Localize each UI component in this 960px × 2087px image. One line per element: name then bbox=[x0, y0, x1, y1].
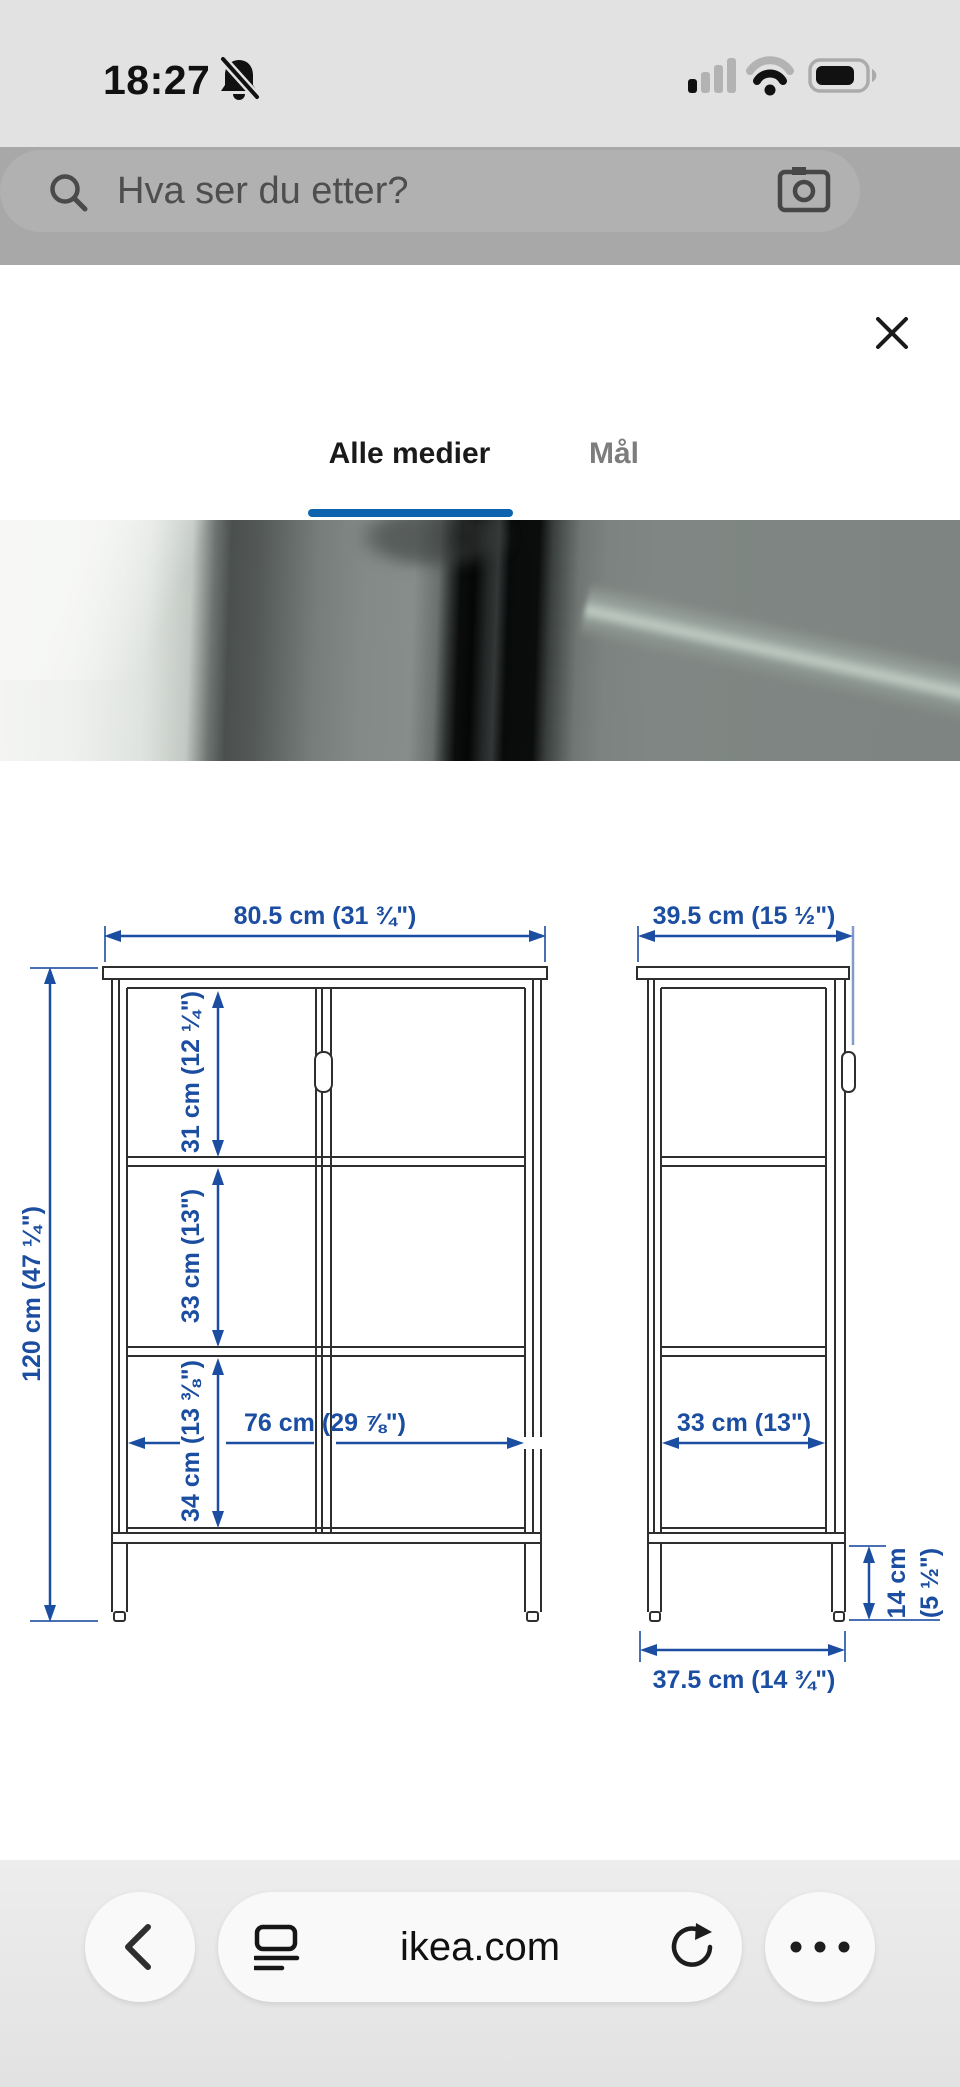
side-depth-label: 39.5 cm (15 ½") bbox=[652, 902, 836, 930]
shelf-depth-label: 33 cm (13") bbox=[676, 1409, 812, 1437]
back-button[interactable] bbox=[85, 1892, 195, 2002]
battery-icon bbox=[810, 60, 876, 91]
notifications-silenced-icon bbox=[216, 56, 262, 102]
search-header-dimmed bbox=[0, 147, 960, 265]
address-bar[interactable] bbox=[218, 1892, 742, 2002]
status-bar bbox=[0, 0, 960, 147]
inner-width-label: 76 cm (29 ⅞") bbox=[244, 1409, 406, 1437]
product-photo[interactable] bbox=[0, 520, 960, 761]
front-width-label: 80.5 cm (31 ¾") bbox=[233, 902, 417, 930]
ellipsis-icon bbox=[785, 1936, 855, 1958]
photo-hinge bbox=[360, 520, 510, 568]
door-handle-side bbox=[842, 1052, 855, 1092]
camera-search-button[interactable] bbox=[774, 163, 834, 219]
door-handle-front bbox=[315, 1052, 332, 1092]
more-button[interactable] bbox=[765, 1892, 875, 2002]
status-icons bbox=[684, 52, 880, 100]
browser-toolbar bbox=[0, 1860, 960, 2087]
section-bottom-label: 34 cm (13 ⅜") bbox=[176, 1360, 205, 1522]
search-input[interactable] bbox=[0, 150, 860, 232]
search-placeholder: Hva ser du etter? bbox=[117, 170, 409, 212]
search-icon bbox=[46, 170, 92, 216]
close-button[interactable] bbox=[866, 307, 918, 359]
tab-all-media[interactable]: Alle medier bbox=[328, 437, 491, 470]
url-text: ikea.com bbox=[399, 1925, 561, 1969]
side-view bbox=[637, 967, 855, 1621]
base-depth-label: 37.5 cm (14 ¾") bbox=[652, 1666, 836, 1694]
chevron-left-icon bbox=[118, 1922, 162, 1972]
leg-height-in-label: (5 ½") bbox=[915, 1547, 944, 1619]
signal-icon bbox=[688, 58, 736, 93]
dimensions-diagram bbox=[0, 850, 960, 1700]
wifi-icon bbox=[750, 60, 790, 95]
leg-height-cm-label: 14 cm bbox=[882, 1547, 911, 1619]
height-label: 120 cm (47 ¼") bbox=[17, 1206, 46, 1382]
dimension-break bbox=[524, 1437, 546, 1449]
front-view bbox=[103, 967, 547, 1621]
photo-highlight bbox=[0, 520, 290, 680]
section-middle-label: 33 cm (13") bbox=[176, 1188, 205, 1324]
clock: 18:27 bbox=[103, 57, 211, 103]
reload-button[interactable] bbox=[668, 1923, 716, 1971]
tab-dimensions[interactable]: Mål bbox=[588, 437, 639, 470]
section-top-label: 31 cm (12 ¼") bbox=[176, 991, 205, 1153]
active-tab-underline bbox=[308, 509, 513, 517]
dimension-lines bbox=[30, 926, 940, 1662]
